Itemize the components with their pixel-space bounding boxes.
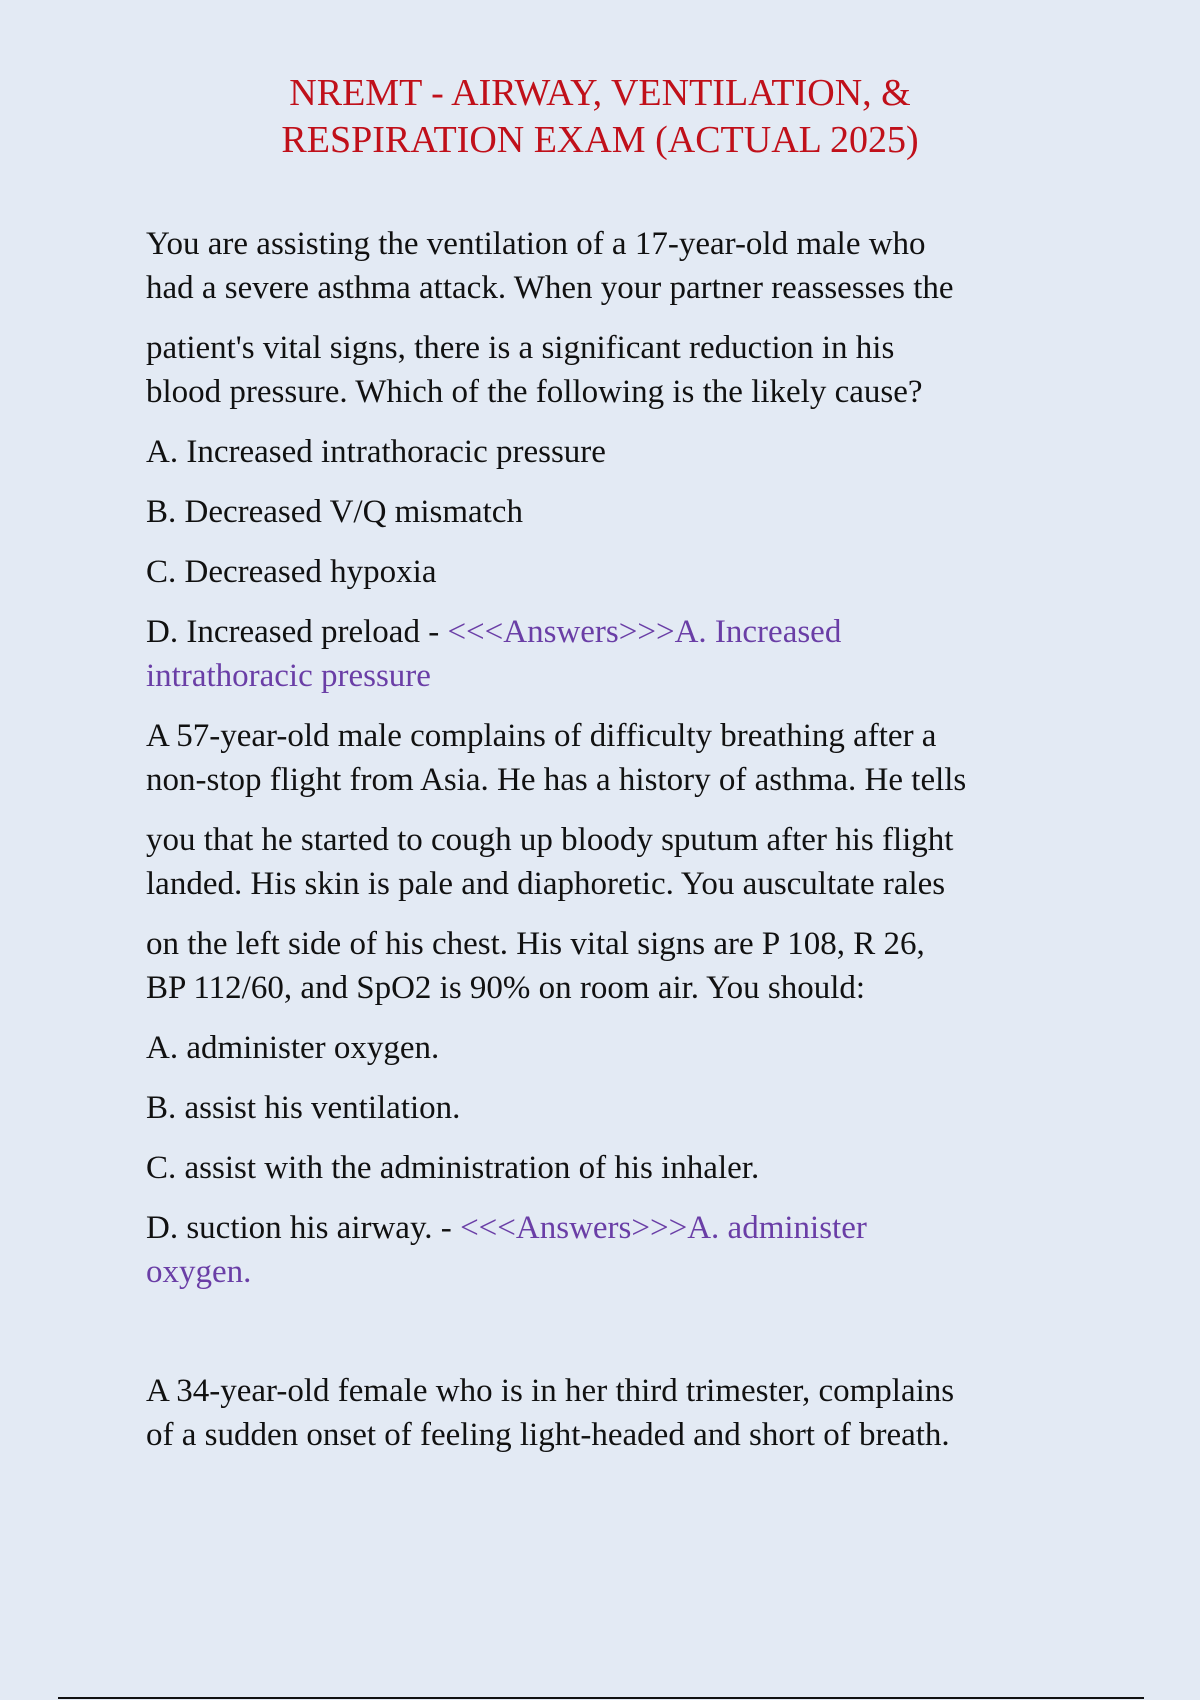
footer-divider <box>58 1697 1144 1699</box>
option-text: D. Increased preload - <box>146 614 448 650</box>
question-text-line: landed. His skin is pale and diaphoretic. You auscultate rales <box>146 866 946 902</box>
question-text-line: had a severe asthma attack. When your partner reassesses the <box>146 270 954 306</box>
question-text-line: on the left side of his chest. His vital signs are P 108, R 26, <box>146 926 925 962</box>
question-3-stem <box>146 1369 1086 1457</box>
question-text-line: A 57-year-old male complains of difficulty breathing after a <box>146 718 937 754</box>
page-title <box>0 70 1200 164</box>
question-text-line: You are assisting the ventilation of a 17-year-old male who <box>146 226 926 262</box>
question-1-option-d <box>146 610 1086 654</box>
question-1-stem <box>146 222 1086 414</box>
question-text-line: BP 112/60, and SpO2 is 90% on room air. You should: <box>146 970 866 1006</box>
content <box>146 222 1086 1457</box>
question-text-line: patient's vital signs, there is a significant reduction in his <box>146 330 895 366</box>
question-text-line: non-stop flight from Asia. He has a history of asthma. He tells <box>146 762 967 798</box>
question-2-option-d <box>146 1206 1086 1250</box>
question-text-line: A 34-year-old female who is in her third trimester, complains <box>146 1373 955 1409</box>
question-text-line: blood pressure. Which of the following is the likely cause? <box>146 374 923 410</box>
question-2-answer-continued: oxygen. <box>146 1254 252 1290</box>
question-1-option-a: A. Increased intrathoracic pressure <box>146 434 606 470</box>
question-1-answer-continued: intrathoracic pressure <box>146 658 431 694</box>
question-1-option-b: B. Decreased V/Q mismatch <box>146 494 523 530</box>
question-2-option-b: B. assist his ventilation. <box>146 1090 461 1126</box>
question-2-stem <box>146 714 1086 1010</box>
question-1-answer: <<<Answers>>>A. Increased <box>447 614 842 650</box>
question-2-option-c: C. assist with the administration of his inhaler. <box>146 1150 760 1186</box>
question-text-line: of a sudden onset of feeling light-headed and short of breath. <box>146 1417 950 1453</box>
question-text-line: you that he started to cough up bloody sputum after his flight <box>146 822 954 858</box>
title-line-1: NREMT - AIRWAY, VENTILATION, & <box>289 72 911 114</box>
question-1-option-c: C. Decreased hypoxia <box>146 554 437 590</box>
question-2-answer: <<<Answers>>>A. administer <box>460 1210 867 1246</box>
question-2-option-a: A. administer oxygen. <box>146 1030 440 1066</box>
title-line-2: RESPIRATION EXAM (ACTUAL 2025) <box>281 119 919 161</box>
option-text: D. suction his airway. - <box>146 1210 461 1246</box>
